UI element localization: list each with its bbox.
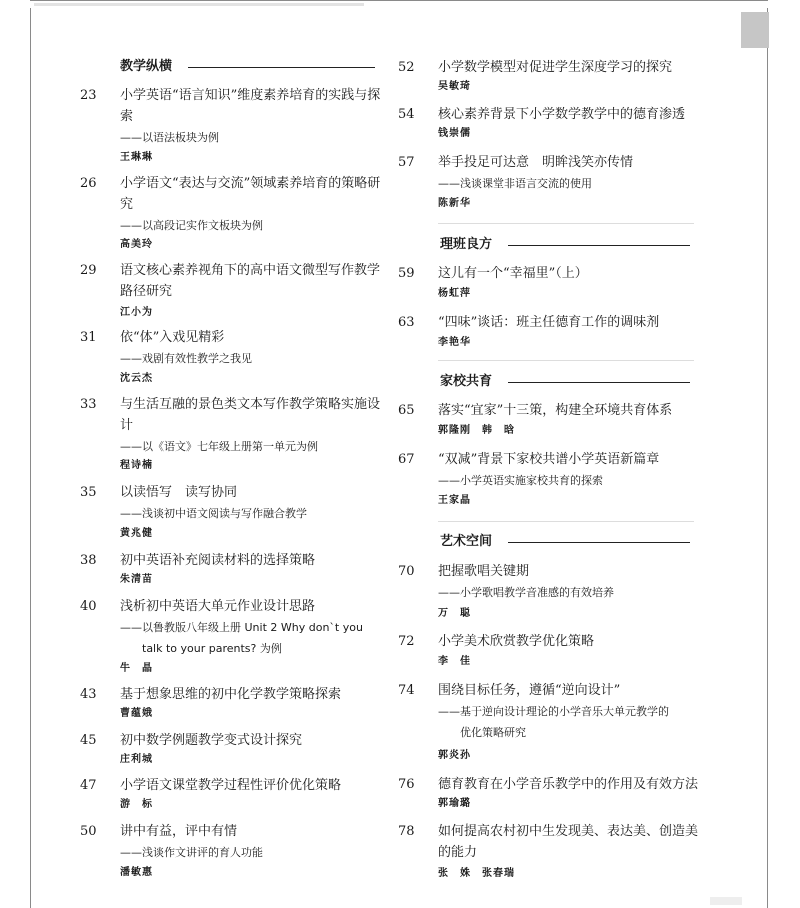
section-separator	[438, 223, 694, 224]
page-number: 67	[398, 452, 415, 467]
entry-title: 围绕目标任务，遵循“逆向设计”	[438, 683, 621, 698]
page-number: 59	[398, 266, 415, 281]
page-number: 76	[398, 777, 415, 792]
entry-subtitle-line: 优化策略研究	[460, 726, 526, 739]
entry-subtitle-line: talk to your parents? 为例	[142, 642, 282, 655]
section-title: 艺术空间	[440, 534, 493, 549]
entry-author: 李 佳	[438, 656, 471, 667]
entry-title: 小学语文课堂教学过程性评价优化策略	[120, 778, 342, 793]
entry-author: 吴敏琦	[438, 81, 471, 92]
entry-author: 张 姝 张春瑞	[438, 868, 515, 879]
entry-author: 郭隆刚 韩 晗	[438, 425, 515, 436]
entry-title: 小学美术欣赏教学优化策略	[438, 634, 595, 649]
page-number: 50	[80, 824, 97, 839]
top-bar	[34, 3, 364, 6]
page-number: 26	[80, 176, 97, 191]
entry-author: 潘敏惠	[120, 867, 153, 878]
entry-author: 陈新华	[438, 198, 471, 209]
entry-title: 核心素养背景下小学数学教学中的德育渗透	[438, 107, 686, 122]
entry-subtitle-line: ——以鲁教版八年级上册 Unit 2 Why don`t you	[120, 621, 363, 634]
entry-subtitle: ——以高段记实作文板块为例	[120, 219, 263, 232]
section-rule	[508, 542, 690, 543]
entry-subtitle: ——浅谈初中语文阅读与写作融合教学	[120, 507, 307, 520]
entry-author: 游 标	[120, 799, 153, 810]
page-number: 47	[80, 778, 97, 793]
entry-title: 基于想象思维的初中化学教学策略探索	[120, 687, 342, 702]
entry-title: 浅析初中英语大单元作业设计思路	[120, 599, 316, 614]
section-title: 教学纵横	[120, 59, 173, 74]
page-number: 23	[80, 88, 97, 103]
entry-author: 黄兆健	[120, 528, 153, 539]
entry-title: 小学语文“表达与交流”领域素养培育的策略研究	[120, 176, 381, 212]
entry-author: 曹蕴娥	[120, 708, 153, 719]
page-number: 52	[398, 60, 415, 75]
entry-subtitle: ——小学英语实施家校共育的探索	[438, 474, 603, 487]
page-number: 40	[80, 599, 97, 614]
entry-title: 初中数学例题教学变式设计探究	[120, 733, 303, 748]
entry-author: 杨虹萍	[438, 288, 471, 299]
entry-author: 朱清苗	[120, 574, 153, 585]
entry-author: 李艳华	[438, 337, 471, 348]
entry-subtitle	[120, 617, 382, 659]
entry-subtitle: ——浅谈课堂非语言交流的使用	[438, 177, 592, 190]
page-number: 57	[398, 155, 415, 170]
entry-subtitle: ——以《语文》七年级上册第一单元为例	[120, 440, 318, 453]
section-separator	[438, 521, 694, 522]
page-number: 63	[398, 315, 415, 330]
entry-title: 与生活互融的景色类文本写作教学策略实施设计	[120, 397, 381, 433]
entry-title: 语文核心素养视角下的高中语文微型写作教学路径研究	[120, 263, 381, 299]
section-title: 理班良方	[440, 237, 493, 252]
entry-subtitle: ——戏剧有效性教学之我见	[120, 352, 252, 365]
entry-title: 小学英语“语言知识”维度素养培育的实践与探索	[120, 88, 381, 124]
page-number: 65	[398, 403, 415, 418]
corner-handle	[710, 897, 742, 905]
section-rule	[188, 67, 375, 68]
entry-author: 王琳琳	[120, 152, 153, 163]
page-number: 74	[398, 683, 415, 698]
page-number: 72	[398, 634, 415, 649]
entry-title: 小学数学模型对促进学生深度学习的探究	[438, 60, 673, 75]
entry-author: 郭炎孙	[438, 750, 471, 761]
page-number: 38	[80, 553, 97, 568]
entry-author: 程诗楠	[120, 460, 153, 471]
entry-title: “双减”背景下家校共谱小学英语新篇章	[438, 452, 660, 467]
entry-author: 江小为	[120, 307, 153, 318]
entry-author: 王家晶	[438, 495, 471, 506]
entry-author: 钱崇儒	[438, 128, 471, 139]
page-number: 70	[398, 564, 415, 579]
entry-title: 落实“宜家”十三策，构建全环境共育体系	[438, 403, 673, 418]
entry-author: 高美玲	[120, 239, 153, 250]
section-rule	[508, 245, 690, 246]
entry-title: 讲中有益，评中有情	[120, 824, 238, 839]
entry-title: 如何提高农村初中生发现美、表达美、创造美的能力	[438, 824, 699, 860]
top-border	[30, 0, 768, 1]
entry-title: “四味”谈话：班主任德育工作的调味剂	[438, 315, 660, 330]
page-number: 43	[80, 687, 97, 702]
entry-subtitle: ——小学歌唱教学音准感的有效培养	[438, 586, 614, 599]
entry-author: 万 聪	[438, 608, 471, 619]
section-separator	[438, 360, 694, 361]
page-number: 29	[80, 263, 97, 278]
entry-subtitle: ——以语法板块为例	[120, 131, 219, 144]
page-number: 78	[398, 824, 415, 839]
entry-subtitle	[438, 701, 700, 743]
entry-subtitle-line: ——基于逆向设计理论的小学音乐大单元教学的	[438, 705, 669, 718]
page-number: 35	[80, 485, 97, 500]
section-title: 家校共育	[440, 374, 493, 389]
page-number: 54	[398, 107, 415, 122]
page-number: 45	[80, 733, 97, 748]
entry-subtitle: ——浅谈作文讲评的育人功能	[120, 846, 263, 859]
entry-author: 牛 晶	[120, 663, 153, 674]
page-number: 33	[80, 397, 97, 412]
page-number: 31	[80, 330, 97, 345]
entry-title: 把握歌唱关键期	[438, 564, 530, 579]
entry-title: 举手投足可达意 明眸浅笑亦传情	[438, 155, 634, 170]
entry-title: 德育教育在小学音乐教学中的作用及有效方法	[438, 777, 699, 792]
entry-title: 这儿有一个“幸福里”（上）	[438, 266, 588, 281]
entry-title: 初中英语补充阅读材料的选择策略	[120, 553, 316, 568]
entry-author: 沈云杰	[120, 373, 153, 384]
entry-title: 以读悟写 读写协同	[120, 485, 238, 500]
scrollbar-thumb[interactable]	[741, 12, 769, 48]
entry-title: 依“体”入戏见精彩	[120, 330, 225, 345]
entry-author: 庄利城	[120, 754, 153, 765]
section-rule	[508, 382, 690, 383]
entry-author: 郭瑜璐	[438, 798, 471, 809]
